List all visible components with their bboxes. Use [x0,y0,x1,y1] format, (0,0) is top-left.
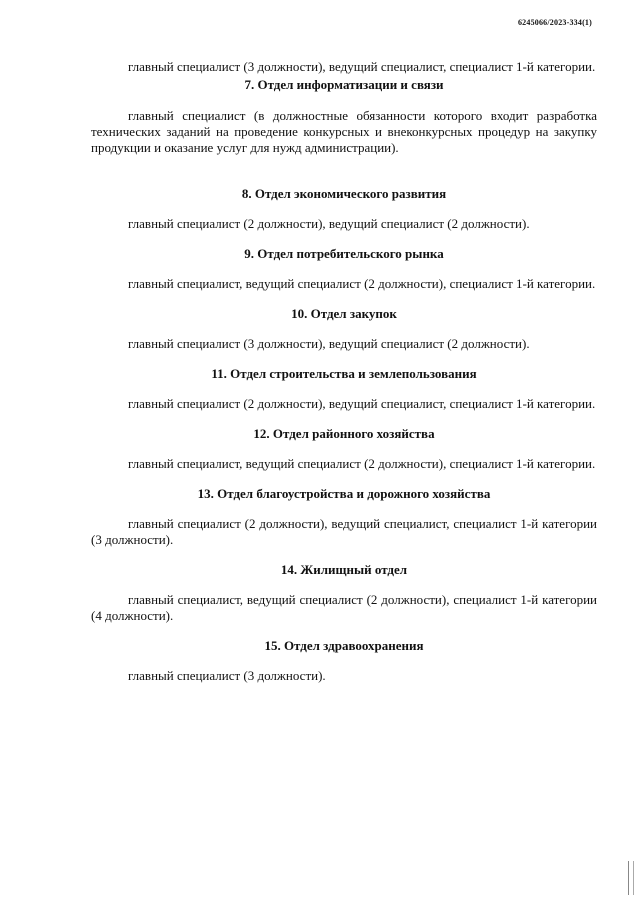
document-id: 6245066/2023-334(1) [517,18,592,27]
section-text-10: главный специалист (3 должности), ведущий специалист (2 должности). [128,336,530,351]
section-text-13: главный специалист (2 должности), ведущий специалист, специалист 1-й категории (3 должности). [91,516,597,547]
section-text-12: главный специалист, ведущий специалист (2 должности), специалист 1-й категории. [128,456,596,471]
section-heading-13: 13. Отдел благоустройства и дорожного хозяйства [197,486,491,501]
section-text-7: главный специалист (в должностные обязанности которого входит разработка технических заданий на проведение конкурсных и внеконкурсных процедур на закупку продукции и оказание услуг для нужд администрации). [91,108,597,155]
section-heading-8: 8. Отдел экономического развития [241,186,447,201]
section-text-15: главный специалист (3 должности). [128,668,326,683]
section-text-9: главный специалист, ведущий специалист (2 должности), специалист 1-й категории. [128,276,596,291]
section-heading-7: 7. Отдел информатизации и связи [244,77,444,92]
scan-edge-mark [628,861,634,895]
section-heading-11: 11. Отдел строительства и землепользования [211,366,477,381]
document-body [91,59,597,684]
intro-paragraph: главный специалист (3 должности), ведущий специалист, специалист 1-й категории. [128,59,596,74]
section-text-11: главный специалист (2 должности), ведущий специалист, специалист 1-й категории. [128,396,596,411]
section-text-8: главный специалист (2 должности), ведущий специалист (2 должности). [128,216,530,231]
section-heading-9: 9. Отдел потребительского рынка [244,246,444,261]
section-heading-10: 10. Отдел закупок [291,306,397,321]
section-heading-12: 12. Отдел районного хозяйства [253,426,435,441]
section-text-14: главный специалист, ведущий специалист (2 должности), специалист 1-й категории (4 должности). [91,592,597,623]
section-heading-14: 14. Жилищный отдел [280,562,408,577]
section-heading-15: 15. Отдел здравоохранения [264,638,424,653]
